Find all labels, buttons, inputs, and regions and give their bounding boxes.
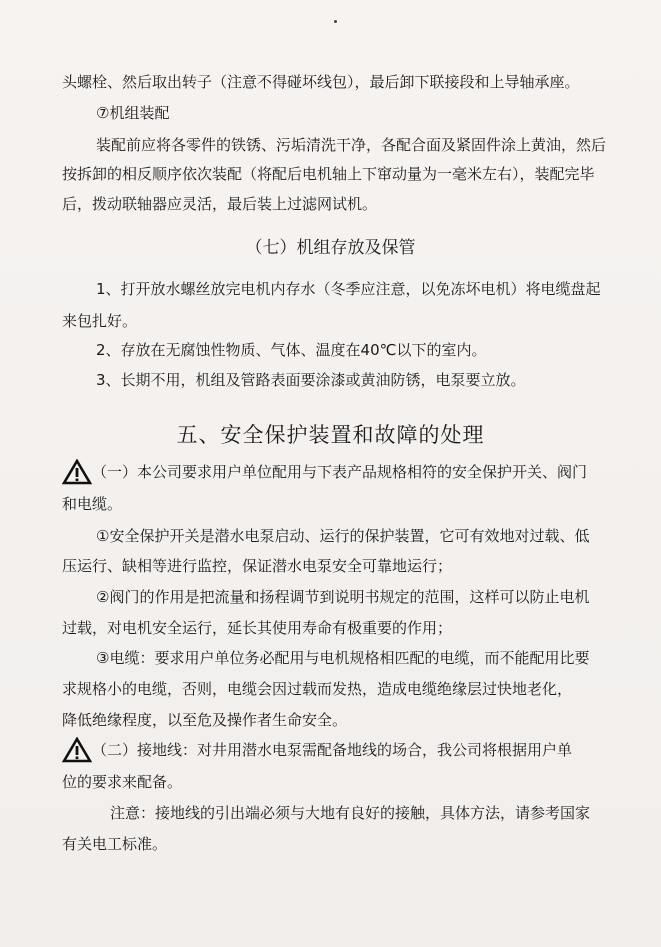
note-line: 注意：接地线的引出端必须与大地有良好的接触，具体方法，请参考国家	[110, 804, 591, 822]
page-dot	[334, 20, 337, 23]
chapter-heading-safety: 五、安全保护装置和故障的处理	[176, 423, 485, 447]
text-line: 装配前应将各零件的铁锈、污垢清洗干净，各配合面及紧固件涂上黄油，然后	[96, 136, 607, 154]
text-line: 过载，对电机安全运行，延长其使用寿命有极重要的作用；	[62, 619, 453, 637]
text-line: ③电缆：要求用户单位务必配用与电机规格相匹配的电缆，而不能配用比要	[96, 649, 590, 667]
text-line: ①安全保护开关是潜水电泵启动、运行的保护装置，它可有效地对过载、低	[96, 527, 590, 545]
text-line: 3、长期不用，机组及管路表面要涂漆或黄油防锈，电泵要立放。	[96, 371, 526, 389]
text-line: 来包扎好。	[62, 312, 138, 330]
note-line: 有关电工标准。	[62, 835, 168, 853]
section-heading-storage: （七）机组存放及保管	[245, 238, 416, 258]
text-line: 1、打开放水螺丝放完电机内存水（冬季应注意，以免冻坏电机）将电缆盘起	[96, 280, 601, 298]
text-line: 头螺栓、然后取出转子（注意不得碰坏线包），最后卸下联接段和上导轴承座。	[62, 73, 580, 91]
text-line: 和电缆。	[62, 495, 123, 513]
warning-triangle-icon	[62, 737, 92, 763]
text-line: 后，拨动联轴器应灵活，最后装上过滤网试机。	[62, 195, 378, 213]
text-line: （一）本公司要求用户单位配用与下表产品规格相符的安全保护开关、阀门	[92, 463, 588, 481]
text-line: 压运行、缺相等进行监控，保证潜水电泵安全可靠地运行；	[62, 557, 453, 575]
text-line: 求规格小的电缆，否则，电缆会因过载而发热，造成电缆绝缘层过快地老化，	[62, 680, 573, 698]
text-line: 按拆卸的相反顺序依次装配（将配后电机轴上下窜动量为一毫米左右），装配完毕	[62, 165, 595, 183]
subheading-machine-assembly: ⑦机组装配	[96, 104, 170, 122]
text-line: 2、存放在无腐蚀性物质、气体、温度在40℃以下的室内。	[96, 341, 487, 359]
text-line: ②阀门的作用是把流量和扬程调节到说明书规定的范围，这样可以防止电机	[96, 588, 590, 606]
warning-triangle-icon	[62, 459, 92, 485]
text-line: 降低绝缘程度，以至危及操作者生命安全。	[62, 711, 348, 729]
text-line: 位的要求来配备。	[62, 773, 183, 791]
text-line: （二）接地线：对井用潜水电泵需配备地线的场合，我公司将根据用户单	[92, 741, 573, 759]
